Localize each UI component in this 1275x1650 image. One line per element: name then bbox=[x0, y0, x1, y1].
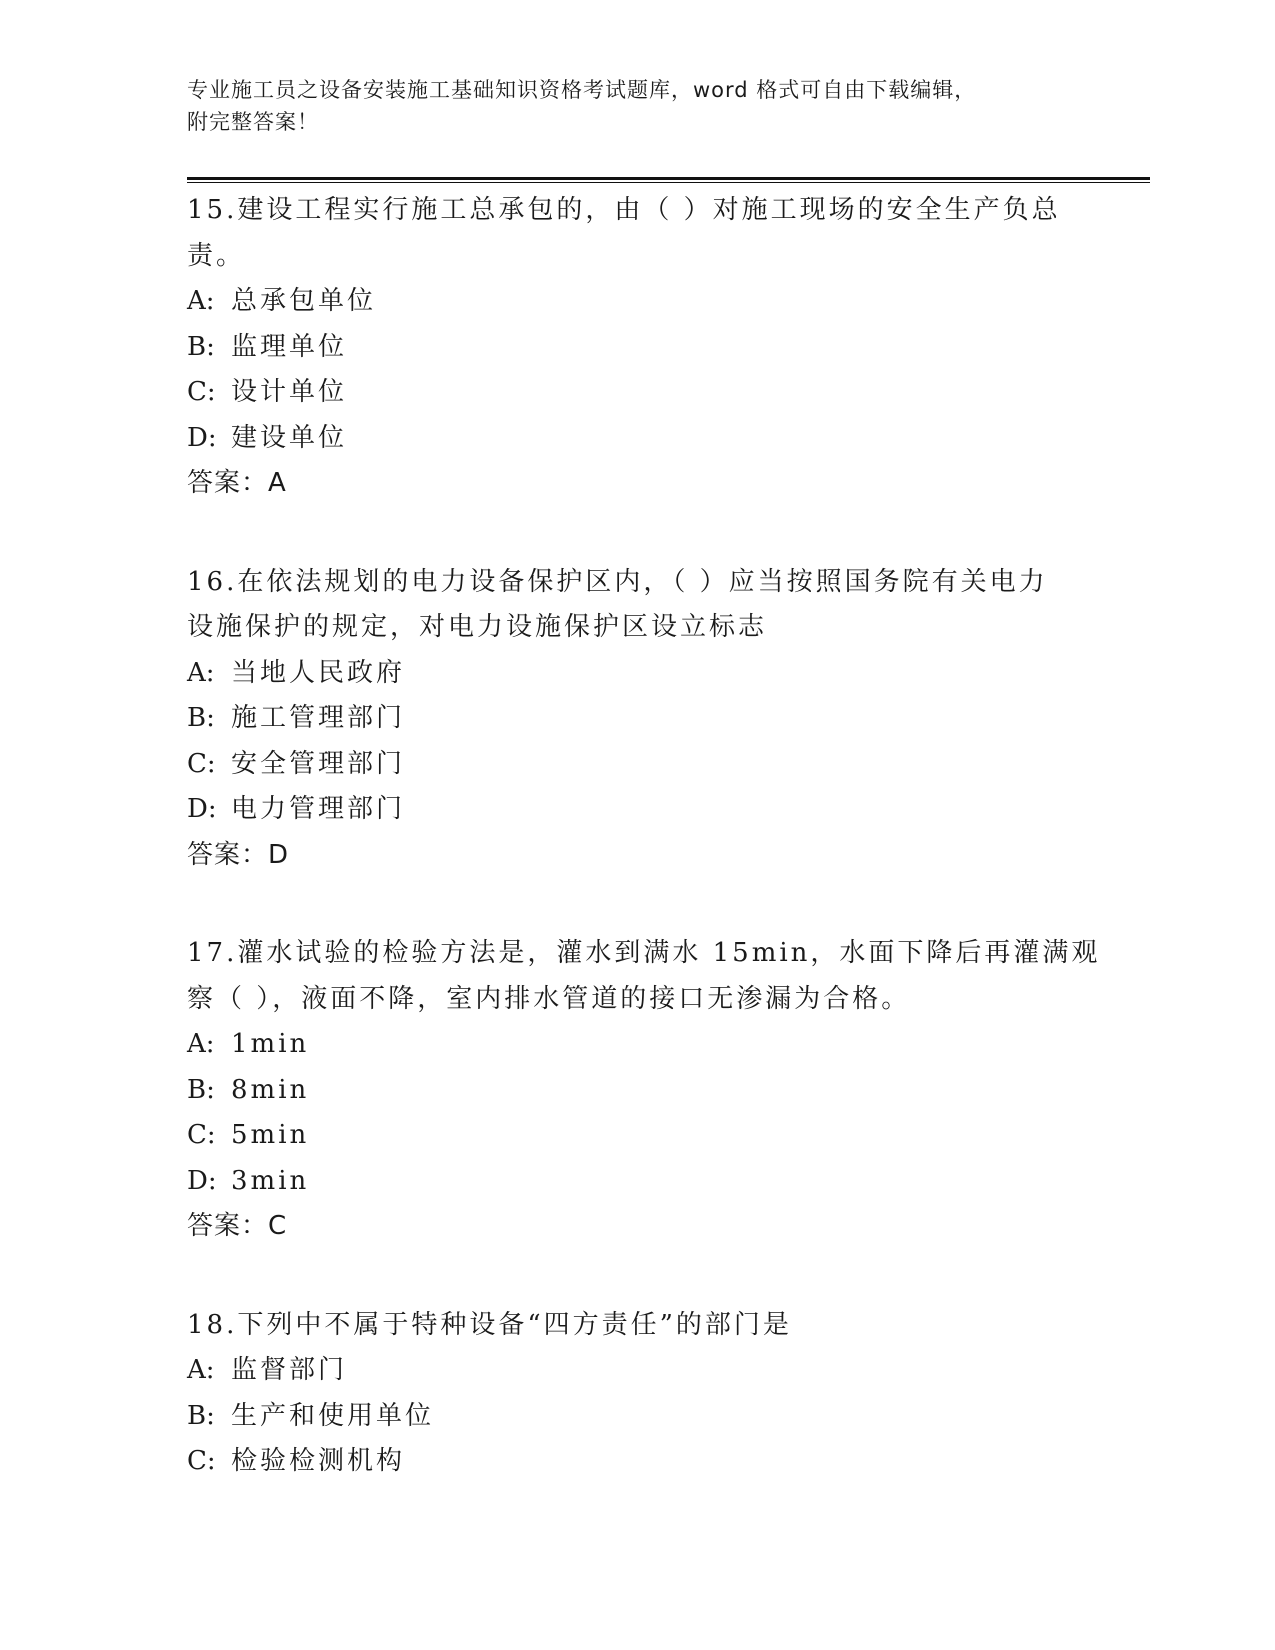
option-label: A: bbox=[187, 1355, 215, 1385]
option-text: 检验检测机构 bbox=[231, 1446, 406, 1476]
option-text: 当地人民政府 bbox=[231, 657, 406, 688]
question-stem-line: 设施保护的规定，对电力设施保护区设立标志 bbox=[187, 612, 768, 642]
question-stem-line: 17.灌水试验的检验方法是，灌水到满水 15min，水面下降后再灌满观 bbox=[187, 938, 1101, 968]
answer-option bbox=[187, 1394, 1087, 1440]
option-label: A: bbox=[187, 1029, 215, 1059]
option-text: 设计单位 bbox=[231, 377, 348, 407]
document-header bbox=[187, 74, 1087, 138]
option-text: 监理单位 bbox=[231, 331, 348, 362]
option-text: 总承包单位 bbox=[231, 286, 377, 316]
question-block bbox=[187, 188, 1087, 507]
answer-option bbox=[187, 416, 1087, 462]
option-text: 建设单位 bbox=[231, 422, 348, 453]
question-block bbox=[187, 1303, 1087, 1485]
option-label: D: bbox=[187, 794, 217, 824]
question-list bbox=[187, 188, 1101, 1538]
option-text: 5min bbox=[231, 1120, 310, 1150]
question-stem-line: 察（ ），液面不降，室内排水管道的接口无渗漏为合格。 bbox=[187, 983, 911, 1014]
option-label: B: bbox=[187, 1400, 215, 1431]
answer-option bbox=[187, 742, 1087, 788]
question-block bbox=[187, 931, 1101, 1250]
answer-option bbox=[187, 651, 1087, 697]
answer-key: 答案：A bbox=[187, 468, 287, 498]
option-label: D: bbox=[187, 1165, 217, 1196]
question-stem-line: 18.下列中不属于特种设备“四方责任”的部门是 bbox=[187, 1309, 792, 1340]
answer-option bbox=[187, 1348, 1087, 1394]
header-divider-thin bbox=[187, 182, 1150, 183]
answer-option bbox=[187, 1439, 1087, 1485]
header-line-1: 专业施工员之设备安装施工基础知识资格考试题库，word 格式可自由下载编辑， bbox=[187, 78, 977, 102]
option-label: B: bbox=[187, 331, 215, 362]
option-text: 3min bbox=[231, 1165, 310, 1196]
option-text: 生产和使用单位 bbox=[231, 1400, 435, 1431]
option-text: 电力管理部门 bbox=[231, 794, 406, 824]
option-label: A: bbox=[187, 286, 215, 316]
option-label: D: bbox=[187, 422, 217, 453]
answer-key: 答案：C bbox=[187, 1211, 288, 1241]
answer-option bbox=[187, 787, 1087, 833]
answer-option bbox=[187, 696, 1087, 742]
option-label: B: bbox=[187, 703, 215, 733]
header-line-2: 附完整答案！ bbox=[187, 110, 319, 134]
option-text: 监督部门 bbox=[231, 1355, 348, 1385]
option-text: 1min bbox=[231, 1029, 310, 1059]
answer-option bbox=[187, 279, 1087, 325]
answer-option bbox=[187, 1068, 1087, 1114]
answer-option bbox=[187, 1159, 1087, 1205]
answer-option bbox=[187, 325, 1087, 371]
question-block bbox=[187, 560, 1087, 879]
question-stem-line: 15.建设工程实行施工总承包的，由（ ）对施工现场的安全生产负总 bbox=[187, 195, 1061, 225]
option-text: 8min bbox=[231, 1074, 310, 1105]
answer-option bbox=[187, 1022, 1087, 1068]
option-label: C: bbox=[187, 377, 216, 407]
question-stem-line: 16.在依法规划的电力设备保护区内，（ ）应当按照国务院有关电力 bbox=[187, 566, 1048, 597]
option-text: 安全管理部门 bbox=[231, 748, 406, 779]
option-label: C: bbox=[187, 1120, 216, 1150]
answer-option bbox=[187, 1113, 1087, 1159]
answer-key: 答案：D bbox=[187, 839, 290, 870]
question-stem-line: 责。 bbox=[187, 240, 246, 271]
option-label: A: bbox=[187, 657, 215, 688]
option-label: C: bbox=[187, 1446, 216, 1476]
option-text: 施工管理部门 bbox=[231, 703, 406, 733]
option-label: B: bbox=[187, 1074, 215, 1105]
answer-option bbox=[187, 370, 1087, 416]
header-divider-thick bbox=[187, 177, 1150, 180]
option-label: C: bbox=[187, 748, 216, 779]
